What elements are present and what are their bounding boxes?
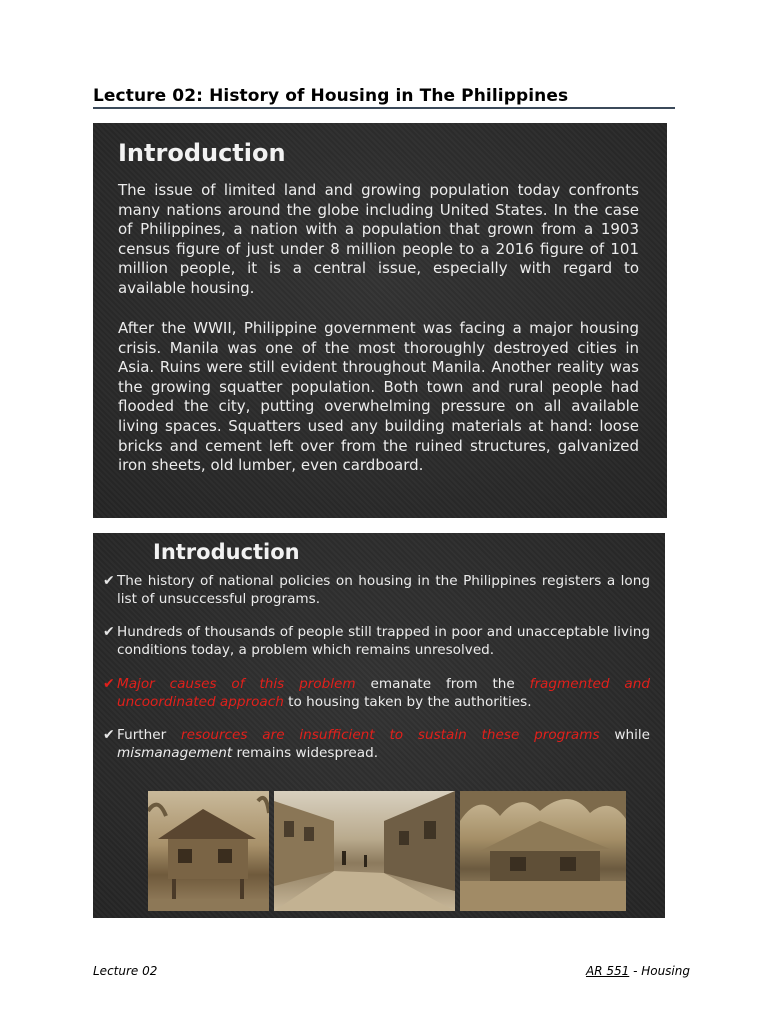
- bullet-text: while: [599, 727, 650, 743]
- checkmark-icon: ✔: [103, 624, 115, 640]
- highlight-text: Major causes of this problem: [117, 676, 356, 692]
- bullet-text: The history of national policies on housing in the Philippines registers a long list of unsuccessful programs.: [117, 573, 650, 607]
- thatched-house-photo: [460, 791, 626, 911]
- slide-heading: Introduction: [118, 139, 286, 167]
- footer-lecture: Lecture 02: [93, 964, 158, 978]
- slide-introduction-1: [93, 123, 667, 518]
- bullet-text: emanate from the: [355, 676, 530, 692]
- historical-photos: [148, 791, 626, 911]
- list-item: [103, 727, 650, 762]
- footer-course: [586, 964, 690, 978]
- old-street-photo: [274, 791, 455, 911]
- list-item: [103, 676, 650, 711]
- bullet-list: [103, 573, 650, 778]
- document-title: Lecture 02: History of Housing in The Philippines: [93, 86, 569, 106]
- title-underline: [93, 107, 675, 109]
- list-item: [103, 573, 650, 608]
- list-item: [103, 624, 650, 659]
- checkmark-icon: ✔: [103, 573, 115, 589]
- nipa-hut-photo: [148, 791, 269, 911]
- paragraph-population: The issue of limited land and growing population today confronts many nations around the globe including United States. In the case of Philippines, a nation with a population that grown from a 1903 census figure of just under 8 million people to a 2016 figure of 101 million people, it is a central issue, especially with regard to available housing.: [118, 181, 639, 297]
- paragraph-post-war: After the WWII, Philippine government was facing a major housing crisis. Manila was one of the most thoroughly destroyed cities in Asia. Ruins were still evident throughout Manila. Another reality was the growing squatter population. Both town and rural people had flooded the city, putting overwhelming pressure on all available living spaces. Squatters used any building materials at hand: loose bricks and cement left over from the ruined structures, galvanized iron sheets, old lumber, even cardboard.: [118, 319, 639, 475]
- highlight-text: resources are insufficient to sustain these programs: [181, 727, 600, 743]
- highlight-text: fragmented and uncoordinated approach: [117, 676, 650, 710]
- italic-text: mismanagement: [117, 744, 233, 761]
- bullet-text: remains widespread.: [232, 744, 379, 761]
- checkmark-icon: ✔: [103, 727, 115, 743]
- bullet-text: Further: [117, 727, 181, 743]
- slide-introduction-2: [93, 533, 665, 918]
- course-suffix: - Housing: [629, 964, 690, 978]
- bullet-text: to housing taken by the authorities.: [283, 693, 532, 710]
- course-code: AR 551: [585, 964, 630, 978]
- checkmark-icon: ✔: [103, 676, 115, 692]
- slide-heading: Introduction: [153, 540, 300, 564]
- bullet-text: Hundreds of thousands of people still trapped in poor and unacceptable living conditions today, a problem which remains unresolved.: [117, 624, 650, 658]
